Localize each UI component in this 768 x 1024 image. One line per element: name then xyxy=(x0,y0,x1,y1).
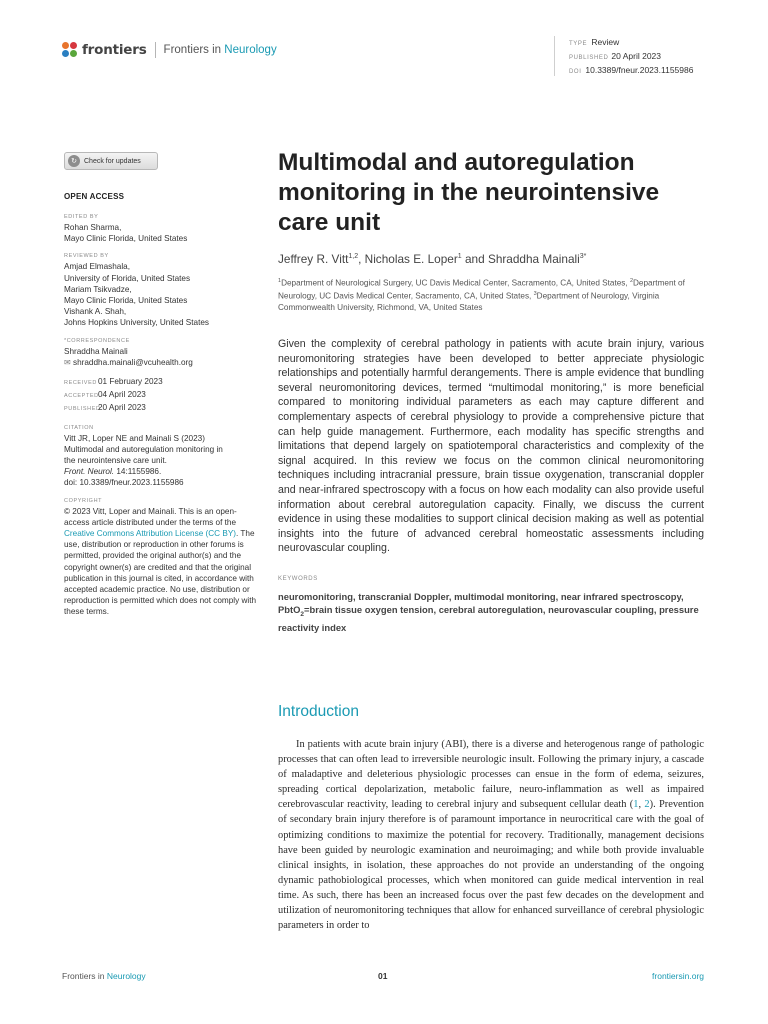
accepted-date: 04 April 2023 xyxy=(98,390,146,400)
footer-journal: Frontiers in Neurology xyxy=(62,971,146,981)
affiliations: $^1$Department of Neurological Surgery, UC Davis Medical Center, Sacramento, CA, United States, $^2$Department of Neurology, UC Davis Medical Center, Sacramento, CA, United States, $^3$Department of Neurology, Virginia Commonwealth University, Richmond, VA, United States xyxy=(278,278,685,312)
correspondence-email[interactable]: shraddha.mainali@vcuhealth.org xyxy=(72,357,193,367)
published-date: 20 April 2023 xyxy=(98,403,146,413)
reviewed-by-label: REVIEWED BY xyxy=(64,253,109,260)
doi-value[interactable]: 10.3389/fneur.2023.1155986 xyxy=(585,65,694,75)
divider xyxy=(155,42,156,58)
open-access-label: OPEN ACCESS xyxy=(64,192,125,201)
reviewed-by-section xyxy=(64,252,262,328)
citation-text: Multimodal and autoregulation monitoring in xyxy=(64,444,223,454)
footer-site-link[interactable]: frontiersin.org xyxy=(652,971,704,981)
reviewer-affiliation: University of Florida, United States xyxy=(64,273,191,283)
correspondence-email-row xyxy=(64,357,262,368)
section-heading: Introduction xyxy=(278,703,359,720)
type-value: Review xyxy=(591,37,620,47)
author-list: Jeffrey R. Vitt$^{1,2}$, Nicholas E. Loper$^1$ and Shraddha Mainali$^{3*}$ xyxy=(278,252,587,266)
dates-section xyxy=(64,376,262,416)
edited-by-label: EDITED BY xyxy=(64,214,99,220)
check-updates-button[interactable] xyxy=(64,152,158,170)
reviewer-name: Amjad Elmashala, xyxy=(64,262,130,272)
reference-link[interactable]: 1 xyxy=(633,799,639,811)
published-value: 20 April 2023 xyxy=(611,51,661,61)
article-sidebar xyxy=(64,152,262,626)
page-number: 01 xyxy=(378,971,388,981)
abstract: Given the complexity of cerebral pathology in patients with acute brain injury, various neuromonitoring strategies have been developed to better appreciate physiologic relationships and potentially harmful derangements. There is ample evidence that bundling several neuromonitoring devices, termed “multimodal monitoring,” is more beneficial compared to monitoring individual parameters as each may capture different and complementary aspects of cerebral physiology to provide a comprehensive picture that can help guide management. Furthermore, each modality has specific strengths and limitations that depend largely on spatiotemporal characteristics and complexity of the signal acquired. In this review we focus on the common clinical neuromonitoring techniques including intracranial pressure, brain tissue oxygenation, transcranial doppler and near-infrared spectroscopy with a focus on how each modality can also provide useful information about cerebral autoregulation capacity. Finally, we discuss the current evidence in using these modalities to support clinical decision making as well as potential insights into the future of advanced cerebral homeostatic assessments including neurovascular coupling. xyxy=(278,338,704,555)
introduction-paragraph: In patients with acute brain injury (ABI), there is a diverse and heterogenous range of pathologic processes that can often lead to irreversible neurologic insult. Following the primary injury, a cascade of maladaptive and deleterious physiologic processes can ensue in the form of edema, seizures, spreading cortical depolarization, metabolic failure, neuro-inflammation as well as impaired cerebrovascular reactivity, leading to cerebral injury and subsequent cellular death (1, 2). Prevention of secondary brain injury therefore is of paramount importance in neurocritical care with the goal of optimizing conditions to maximize the potential for recovery. Traditionally, management decisions have been guided by neurologic examination and neuroimaging; and while both provide invaluable clinical insights, in isolation, these approaches do not provide an understanding of the ongoing dynamic pathobiological processes, which when monitored can guide medical intervention in real time. As such, there has been an increased focus over the past few decades on the development and utilization of neuromonitoring techniques that allow for enhanced surveillance of cerebral physiologic parameters in order to xyxy=(278,739,704,932)
correspondence-name: Shraddha Mainali xyxy=(64,346,128,356)
refresh-icon: ↻ xyxy=(68,155,80,167)
article-meta xyxy=(554,36,693,76)
correspondence-section xyxy=(64,337,262,368)
reviewer-affiliation: Mayo Clinic Florida, United States xyxy=(64,296,188,306)
journal-title: Frontiers in Neurology xyxy=(163,44,277,56)
doi-label: DOI xyxy=(569,69,582,75)
check-updates-label: Check for updates xyxy=(84,157,141,165)
author-name[interactable]: Nicholas E. Loper xyxy=(364,252,458,266)
citation-doi[interactable]: doi: 10.3389/fneur.2023.1155986 xyxy=(64,478,184,488)
reviewer-name: Vishank A. Shah, xyxy=(64,307,127,317)
copyright-section xyxy=(64,497,262,618)
correspondence-label: *CORRESPONDENCE xyxy=(64,337,130,344)
received-date: 01 February 2023 xyxy=(98,377,163,387)
copyright-label: COPYRIGHT xyxy=(64,497,103,504)
article-main xyxy=(278,148,704,634)
received-label: RECEIVED xyxy=(64,380,97,387)
citation-journal: Front. Neurol. xyxy=(64,467,115,477)
edited-by-section xyxy=(64,213,262,244)
article-title: Multimodal and autoregulation monitoring in the neurointensive care unit xyxy=(278,149,660,236)
citation-text: the neurointensive care unit. xyxy=(64,456,167,466)
page-header xyxy=(62,36,708,86)
author-name[interactable]: Shraddha Mainali xyxy=(487,252,580,266)
citation-volume: 14:1155986. xyxy=(114,467,162,477)
journal-logo[interactable] xyxy=(62,42,277,58)
citation-journal-line xyxy=(64,466,262,477)
copyright-text: © 2023 Vitt, Loper and Mainali. This is an open-access article distributed under the terms of the Creative Commons Attribution License (CC BY). The use, distribution or reproduction in other forums is permitted, provided the original author(s) and the copyright owner(s) are credited and that the original publication in this journal is cited, in accordance with accepted academic practice. No use, distribution or reproduction is permitted which does not comply with these terms. xyxy=(64,506,257,617)
brand-name: frontiers xyxy=(82,42,147,58)
citation-section xyxy=(64,424,262,489)
reviewer-affiliation: Johns Hopkins University, United States xyxy=(64,318,210,328)
citation-label: CITATION xyxy=(64,424,94,431)
editor-affiliation: Mayo Clinic Florida, United States xyxy=(64,234,188,244)
citation-text: Vitt JR, Loper NE and Mainali S (2023) xyxy=(64,433,205,443)
frontiers-logo-icon xyxy=(62,42,78,58)
published-label: PUBLISHED xyxy=(569,55,609,61)
published-label: PUBLISHED xyxy=(64,406,101,413)
author-name[interactable]: Jeffrey R. Vitt xyxy=(278,252,349,266)
reference-link[interactable]: 2 xyxy=(644,799,650,811)
email-icon: ✉ xyxy=(64,357,71,367)
cc-license-link[interactable]: Creative Commons Attribution License (CC BY) xyxy=(64,529,237,539)
reviewer-name: Mariam Tsikvadze, xyxy=(64,284,132,294)
accepted-label: ACCEPTED xyxy=(64,393,99,400)
keywords-label: KEYWORDS xyxy=(278,575,318,582)
keywords: neuromonitoring, transcranial Doppler, multimodal monitoring, near infrared spectroscopy, PbtO$_2$=brain tissue oxygen tension, cerebral autoregulation, neurovascular coupling, pressure reactivity index xyxy=(278,590,699,633)
type-label: TYPE xyxy=(569,41,588,47)
editor-name: Rohan Sharma, xyxy=(64,223,122,232)
